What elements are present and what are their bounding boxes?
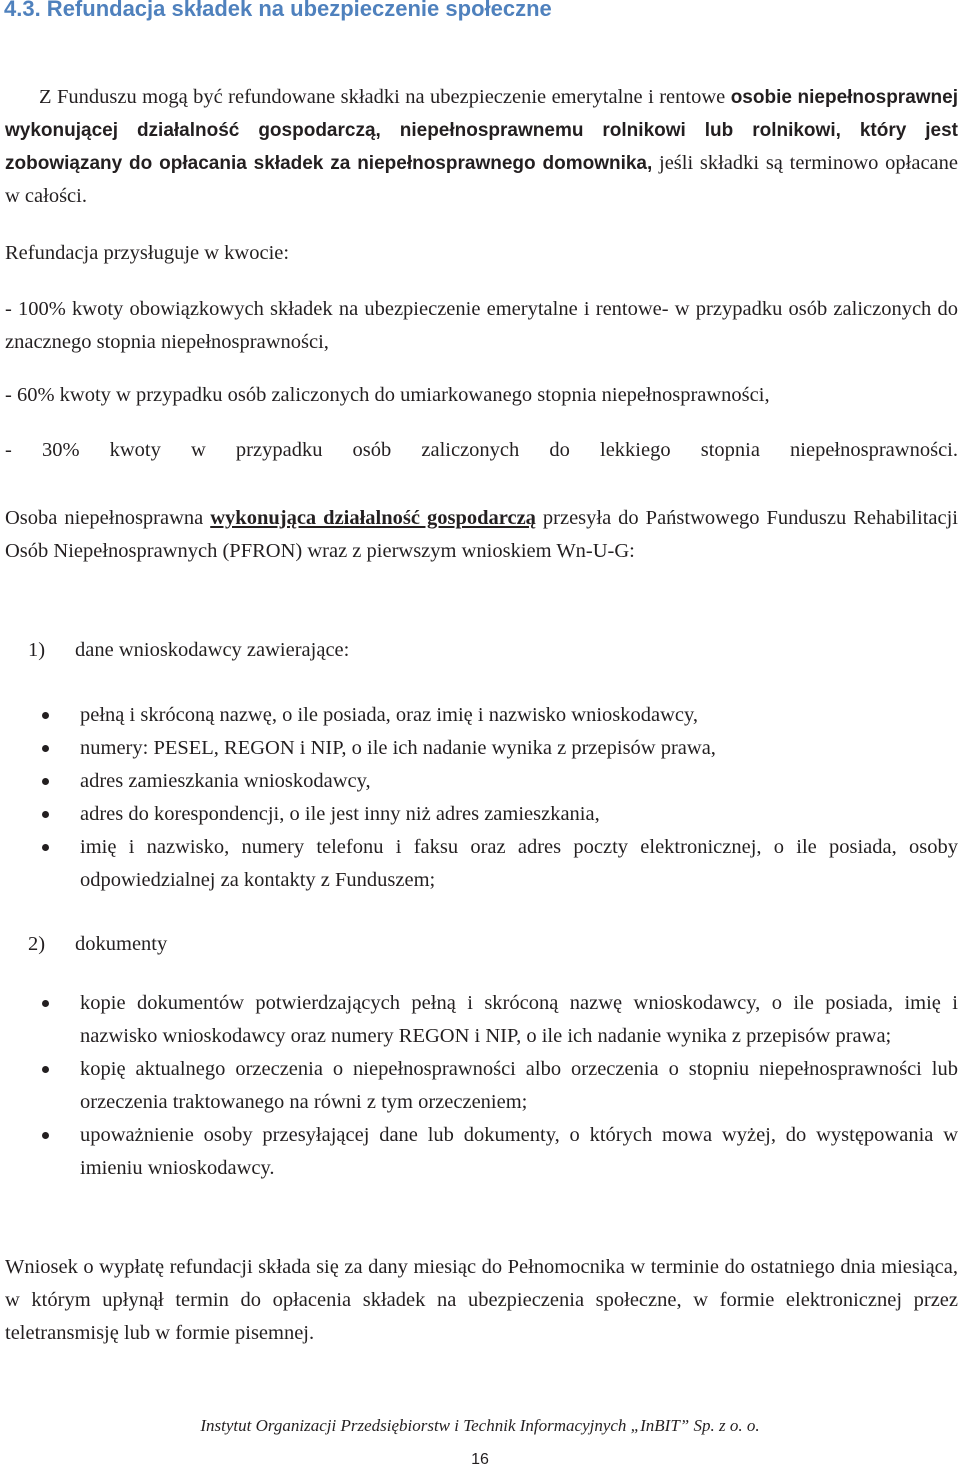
section-1-number: 1) (28, 639, 46, 661)
bullet-icon (42, 745, 49, 752)
bullet-icon (42, 778, 49, 785)
list-item-text: adres do korespondencji, o ile jest inny niż adres zamieszkania, (80, 803, 600, 825)
list-item (0, 765, 958, 798)
refund-intro: Refundacja przysługuje w kwocie: (5, 242, 290, 264)
person-paragraph (5, 502, 958, 568)
list-item-text: kopie dokumentów potwierdzających pełną i skróconą nazwę wnioskodawcy, o ile posiada, imię i nazwisko wnioskodawcy oraz numery REGON i NIP, o ile ich nadanie wynika z przepisów prawa; (80, 992, 958, 1047)
bullet-icon (42, 811, 49, 818)
list-item (0, 798, 958, 831)
list-item-text: upoważnienie osoby przesyłającej dane lub dokumenty, o których mowa wyżej, do występowania w imieniu wnioskodawcy. (80, 1124, 958, 1179)
section-1-header (28, 634, 349, 667)
person-bold-activity: wykonująca działalność gospodarczą (210, 507, 536, 529)
intro-paragraph (5, 81, 958, 213)
section-1-list (0, 699, 960, 897)
closing-paragraph: Wniosek o wypłatę refundacji składa się za dany miesiąc do Pełnomocnika w terminie do ostatniego dnia miesiąca, w którym upłynął termin do opłacenia składek na ubezpieczenia społeczne, w formie elektronicznej przez teletransmisję lub w formie pisemnej. (5, 1256, 958, 1344)
person-text-start: Osoba niepełnosprawna (5, 507, 211, 529)
section-1-label: dane wnioskodawcy zawierające: (75, 639, 350, 661)
refund-item-30: - 30% kwoty w przypadku osób zaliczonych do lekkiego stopnia niepełnosprawności. (5, 439, 958, 461)
intro-text-start: Z Funduszu mogą być refundowane składki na ubezpieczenie emerytalne i rentowe (39, 86, 731, 108)
list-item-text: pełną i skróconą nazwę, o ile posiada, oraz imię i nazwisko wnioskodawcy, (80, 704, 699, 726)
list-item (0, 987, 958, 1053)
intro-bold-recipients: osobie niepełnosprawnej wykonującej działalność gospodarczą, niepełnosprawnemu rolnikowi lub rolnikowi, który jest zobowiązany do opłacania składek za niepełnosprawnego domownika, (5, 87, 958, 174)
list-item (0, 699, 958, 732)
section-2-header (28, 928, 167, 961)
section-heading: 4.3. Refundacja składek na ubezpieczenie społeczne (4, 0, 552, 21)
footer-institution: Instytut Organizacji Przedsiębiorstw i Technik Informacyjnych „InBIT” Sp. z o. o. (200, 1416, 760, 1435)
refund-item-100: - 100% kwoty obowiązkowych składek na ubezpieczenie emerytalne i rentowe- w przypadku osób zaliczonych do znacznego stopnia niepełnosprawności, (5, 298, 958, 353)
bullet-icon (42, 1000, 49, 1007)
intro-text-end: jeśli składki są terminowo opłacane w całości. (5, 152, 958, 207)
bullet-icon (42, 712, 49, 719)
list-item (0, 1119, 958, 1185)
section-2-number: 2) (28, 933, 46, 955)
list-item (0, 732, 958, 765)
section-2-list (0, 987, 960, 1185)
list-item (0, 831, 958, 897)
list-item-text: kopię aktualnego orzeczenia o niepełnosprawności albo orzeczenia o stopniu niepełnosprawności lub orzeczenia traktowanego na równi z tym orzeczeniem; (80, 1058, 958, 1113)
bullet-icon (42, 1066, 49, 1073)
list-item-text: numery: PESEL, REGON i NIP, o ile ich nadanie wynika z przepisów prawa, (80, 737, 716, 759)
list-item-text: adres zamieszkania wnioskodawcy, (80, 770, 371, 792)
bullet-icon (42, 844, 49, 851)
list-item-text: imię i nazwisko, numery telefonu i faksu oraz adres poczty elektronicznej, o ile posiada, osoby odpowiedzialnej za kontakty z Funduszem; (80, 836, 958, 891)
refund-item-60: - 60% kwoty w przypadku osób zaliczonych do umiarkowanego stopnia niepełnosprawności, (5, 384, 770, 406)
person-text-end: przesyła do Państwowego Funduszu Rehabilitacji Osób Niepełnosprawnych (PFRON) wraz z pierwszym wnioskiem Wn-U-G: (5, 507, 958, 562)
list-item (0, 1053, 958, 1119)
bullet-icon (42, 1132, 49, 1139)
page-footer (0, 1416, 960, 1436)
section-2-label: dokumenty (75, 933, 168, 955)
page-number: 16 (471, 1451, 489, 1468)
